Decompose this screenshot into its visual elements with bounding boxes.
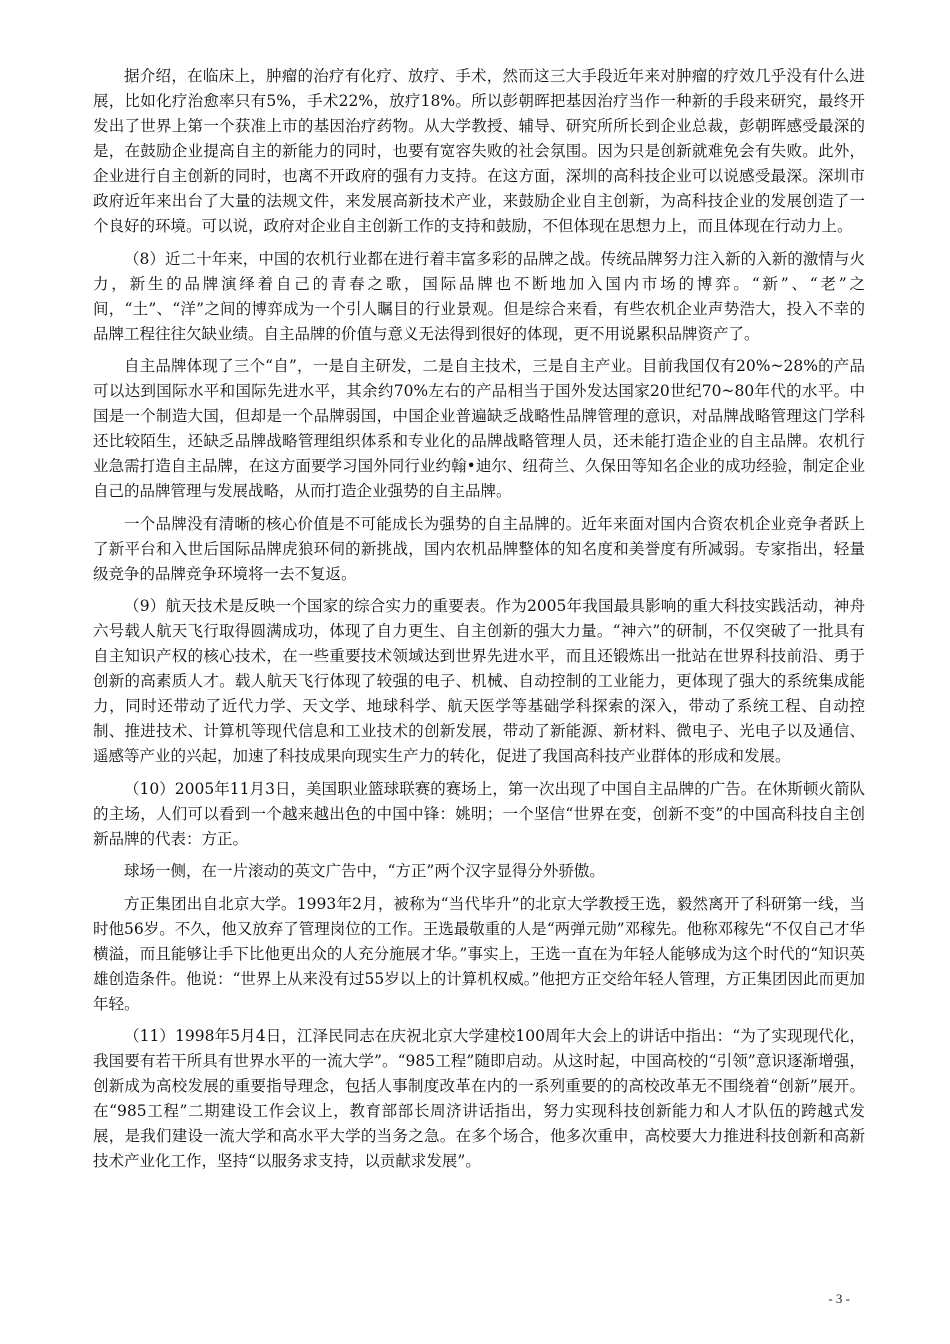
page-number: - 3 - bbox=[828, 1291, 850, 1306]
paragraph-9-aerospace: （9）航天技术是反映一个国家的综合实力的重要表。作为2005年我国最具影响的重大科技实践活动，神舟六号载人航天飞行取得圆满成功，体现了自力更生、自主创新的强大力量。“神六”的研制，不仅突破了一批具有自主知识产权的核心技术，在一些重要技术领域达到世界先进水平，而且还锻炼出一批站在世界科技前沿、勇于创新的高素质人才。载人航天飞行体现了较强的电子、机械、自动控制的工业能力，更体现了强大的系统集成能力，同时还带动了近代力学、天文学、地球科学、航天医学等基础学科探索的深入，带动了系统工程、自动控制、推进技术、计算机等现代信息和工业技术的创新发展，带动了新能源、新材料、微电子、光电子以及通信、遥感等产业的兴起，加速了科技成果向现实生产力的转化，促进了我国高科技产业群体的形成和发展。 bbox=[93, 597, 865, 765]
paragraph-brand-core-value: 一个品牌没有清晰的核心价值是不可能成长为强势的自主品牌的。近年来面对国内合资农机企业竞争者跃上了新平台和入世后国际品牌虎狼环伺的新挑战，国内农机品牌整体的知名度和美誉度有所减弱。专家指出，轻量级竞争的品牌竞争环境将一去不复返。 bbox=[93, 514, 865, 583]
paragraph-independent-brand: 自主品牌体现了三个“自”，一是自主研发，二是自主技术，三是自主产业。目前我国仅有20%~28%的产品可以达到国际水平和国际先进水平，其余约70%左右的产品相当于国外发达国家20世纪70~80年代的水平。中国是一个制造大国，但却是一个品牌弱国，中国企业普遍缺乏战略性品牌管理的意识，对品牌战略管理这门学科还比较陌生，还缺乏品牌战略管理组织体系和专业化的品牌战略管理人员，还未能打造企业的自主品牌。农机行业急需打造自主品牌，在这方面要学习国外同行业约翰•迪尔、纽荷兰、久保田等知名企业的成功经验，制定企业自己的品牌管理与发展战略，从而打造企业强势的自主品牌。 bbox=[93, 357, 865, 500]
paragraph-8-farm-machinery-brands: （8）近二十年来，中国的农机行业都在进行着丰富多彩的品牌之战。传统品牌努力注入新的入新的激情与火力，新生的品牌演绎着自己的青春之歌，国际品牌也不断地加入国内市场的博弈。“新”、“老”之间，“土”、“洋”之间的博弈成为一个引人瞩目的行业景观。但是综合来看，有些农机企业声势浩大，投入不幸的品牌工程往往欠缺业绩。自主品牌的价值与意义无法得到很好的体现，更不用说累积品牌资产了。 bbox=[93, 249, 865, 343]
body-text bbox=[93, 64, 865, 1182]
paragraph-tumor-gene-therapy: 据介绍，在临床上，肿瘤的治疗有化疗、放疗、手术，然而这三大手段近年来对肿瘤的疗效几乎没有什么进展，比如化疗治愈率只有5%，手术22%，放疗18%。所以彭朝晖把基因治疗当作一种新的手段来研究，最终开发出了世界上第一个获准上市的基因治疗药物。从大学教授、辅导、研究所所长到企业总裁，彭朝晖感受最深的是，在鼓励企业提高自主的新能力的同时，也要有宽容失败的社会氛围。因为只是创新就难免会有失败。此外，企业进行自主创新的同时，也离不开政府的强有力支持。在这方面，深圳的高科技企业可以说感受最深。深圳市政府近年来出台了大量的法规文件，来发展高新技术产业，来鼓励企业自主创新，为高科技企业的发展创造了一个良好的环境。可以说，政府对企业自主创新工作的支持和鼓励，不但体现在思想力上，而且体现在行动力上。 bbox=[93, 67, 865, 235]
paragraph-founder-courtside: 球场一侧，在一片滚动的英文广告中，“方正”两个汉字显得分外骄傲。 bbox=[124, 862, 605, 880]
paragraph-11-project-985: （11）1998年5月4日，江泽民同志在庆祝北京大学建校100周年大会上的讲话中指出：“为了实现现代化，我国要有若干所具有世界水平的一流大学”。“985工程”随即启动。从这时起，中国高校的“引领”意识逐渐增强，创新成为高校发展的重要指导理念，包括人事制度改革在内的一系列重要的的高校改革无不围绕着“创新”展开。在“985工程”二期建设工作会议上，教育部部长周济讲话指出，努力实现科技创新能力和人才队伍的跨越式发展，是我们建设一流大学和高水平大学的当务之急。在多个场合，他多次重申，高校要大力推进科技创新和高新技术产业化工作，坚持“以服务求支持，以贡献求发展”。 bbox=[93, 1027, 865, 1170]
paragraph-founder-group-wang-xuan: 方正集团出自北京大学。1993年2月，被称为“当代毕升”的北京大学教授王选，毅然离开了科研第一线，当时他56岁。不久，他又放弃了管理岗位的工作。王选最敬重的人是“两弹元勋”邓稼先。他称邓稼先“不仅自己才华横溢，而且能够让手下比他更出众的人充分施展才华。”事实上，王选一直在为年轻人能够成为这个时代的“知识英雄创造条件。他说：“世界上从来没有过55岁以上的计算机权威。”他把方正交给年轻人管理，方正集团因此而更加年轻。 bbox=[93, 894, 865, 1013]
paragraph-10-nba-advert: （10）2005年11月3日，美国职业篮球联赛的赛场上，第一次出现了中国自主品牌的广告。在休斯顿火箭队的主场，人们可以看到一个越来越出色的中国中锋：姚明；一个坚信“世界在变，创新不变”的中国高科技自主创新品牌的代表：方正。 bbox=[93, 779, 865, 848]
